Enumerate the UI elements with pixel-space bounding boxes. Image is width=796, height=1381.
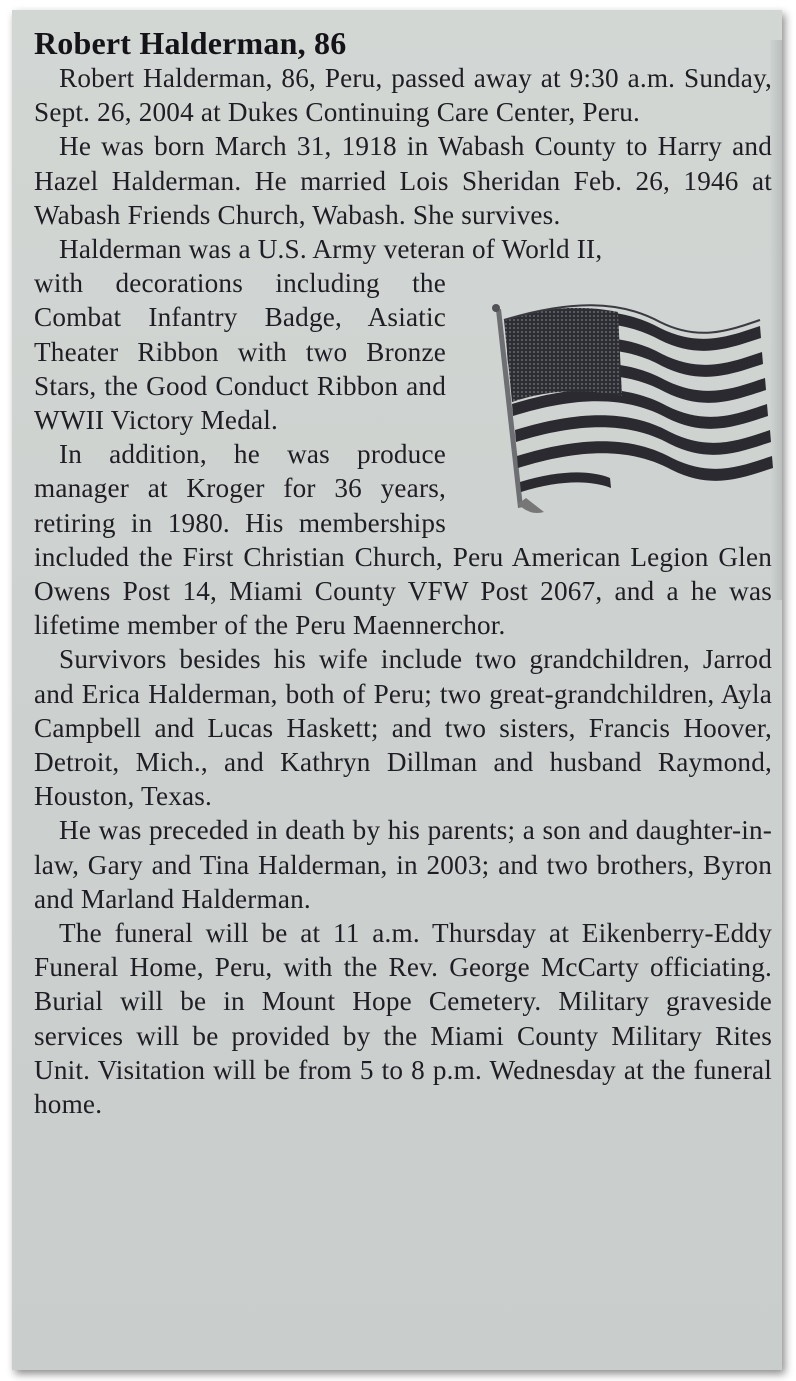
obituary-paragraph-decorations: with decorations including the Combat Infantry Badge, Asiatic Theater Ribbon with two Bronze Stars, the Good Conduct Ribbon and WWII Victory Medal. xyxy=(34,268,446,436)
obituary-paragraph-career: In addition, he was produce manager at Kroger for 36 years, retiring in 1980. His memberships included the First Christian Church, Peru American Legion Glen Owens Post 14, Miami County VFW Post 2067, and a he was lifetime member of the Peru Maennerchor. xyxy=(34,439,772,641)
obituary-paragraph-survivors: Survivors besides his wife include two grandchildren, Jarrod and Erica Halderman, both of Peru; two great-grandchildren, Ayla Campbell and Lucas Haskett; and two sisters, Francis Hoover, Detroit, Mich., and Kathryn Dillman and husband Raymond, Houston, Texas. xyxy=(34,644,772,812)
obituary-headline: Robert Halderman, 86 xyxy=(34,25,347,61)
newspaper-clipping xyxy=(12,10,782,1370)
obituary-paragraph-preceded: He was preceded in death by his parents; a son and daughter-in-law, Gary and Tina Halderman, in 2003; and two brothers, Byron and Marland Halderman. xyxy=(34,815,772,914)
obituary-paragraph-military-intro: Halderman was a U.S. Army veteran of World II, xyxy=(59,234,603,265)
flag-image xyxy=(460,266,780,538)
american-flag-icon xyxy=(460,266,780,538)
obituary-paragraph-funeral: The funeral will be at 11 a.m. Thursday at Eikenberry-Eddy Funeral Home, Peru, with the Rev. George McCarty officiating. Burial will be in Mount Hope Cemetery. Military graveside services will be provided by the Miami County Military Rites Unit. Visitation will be from 5 to 8 p.m. Wednesday at the funeral home. xyxy=(34,918,772,1120)
obituary-paragraph-death: Robert Halderman, 86, Peru, passed away at 9:30 a.m. Sunday, Sept. 26, 2004 at Dukes Continuing Care Center, Peru. xyxy=(34,63,772,128)
obituary-column xyxy=(34,24,772,1121)
obituary-paragraph-birth-marriage: He was born March 31, 1918 in Wabash County to Harry and Hazel Halderman. He married Lois Sheridan Feb. 26, 1946 at Wabash Friends Church, Wabash. She survives. xyxy=(34,131,772,230)
